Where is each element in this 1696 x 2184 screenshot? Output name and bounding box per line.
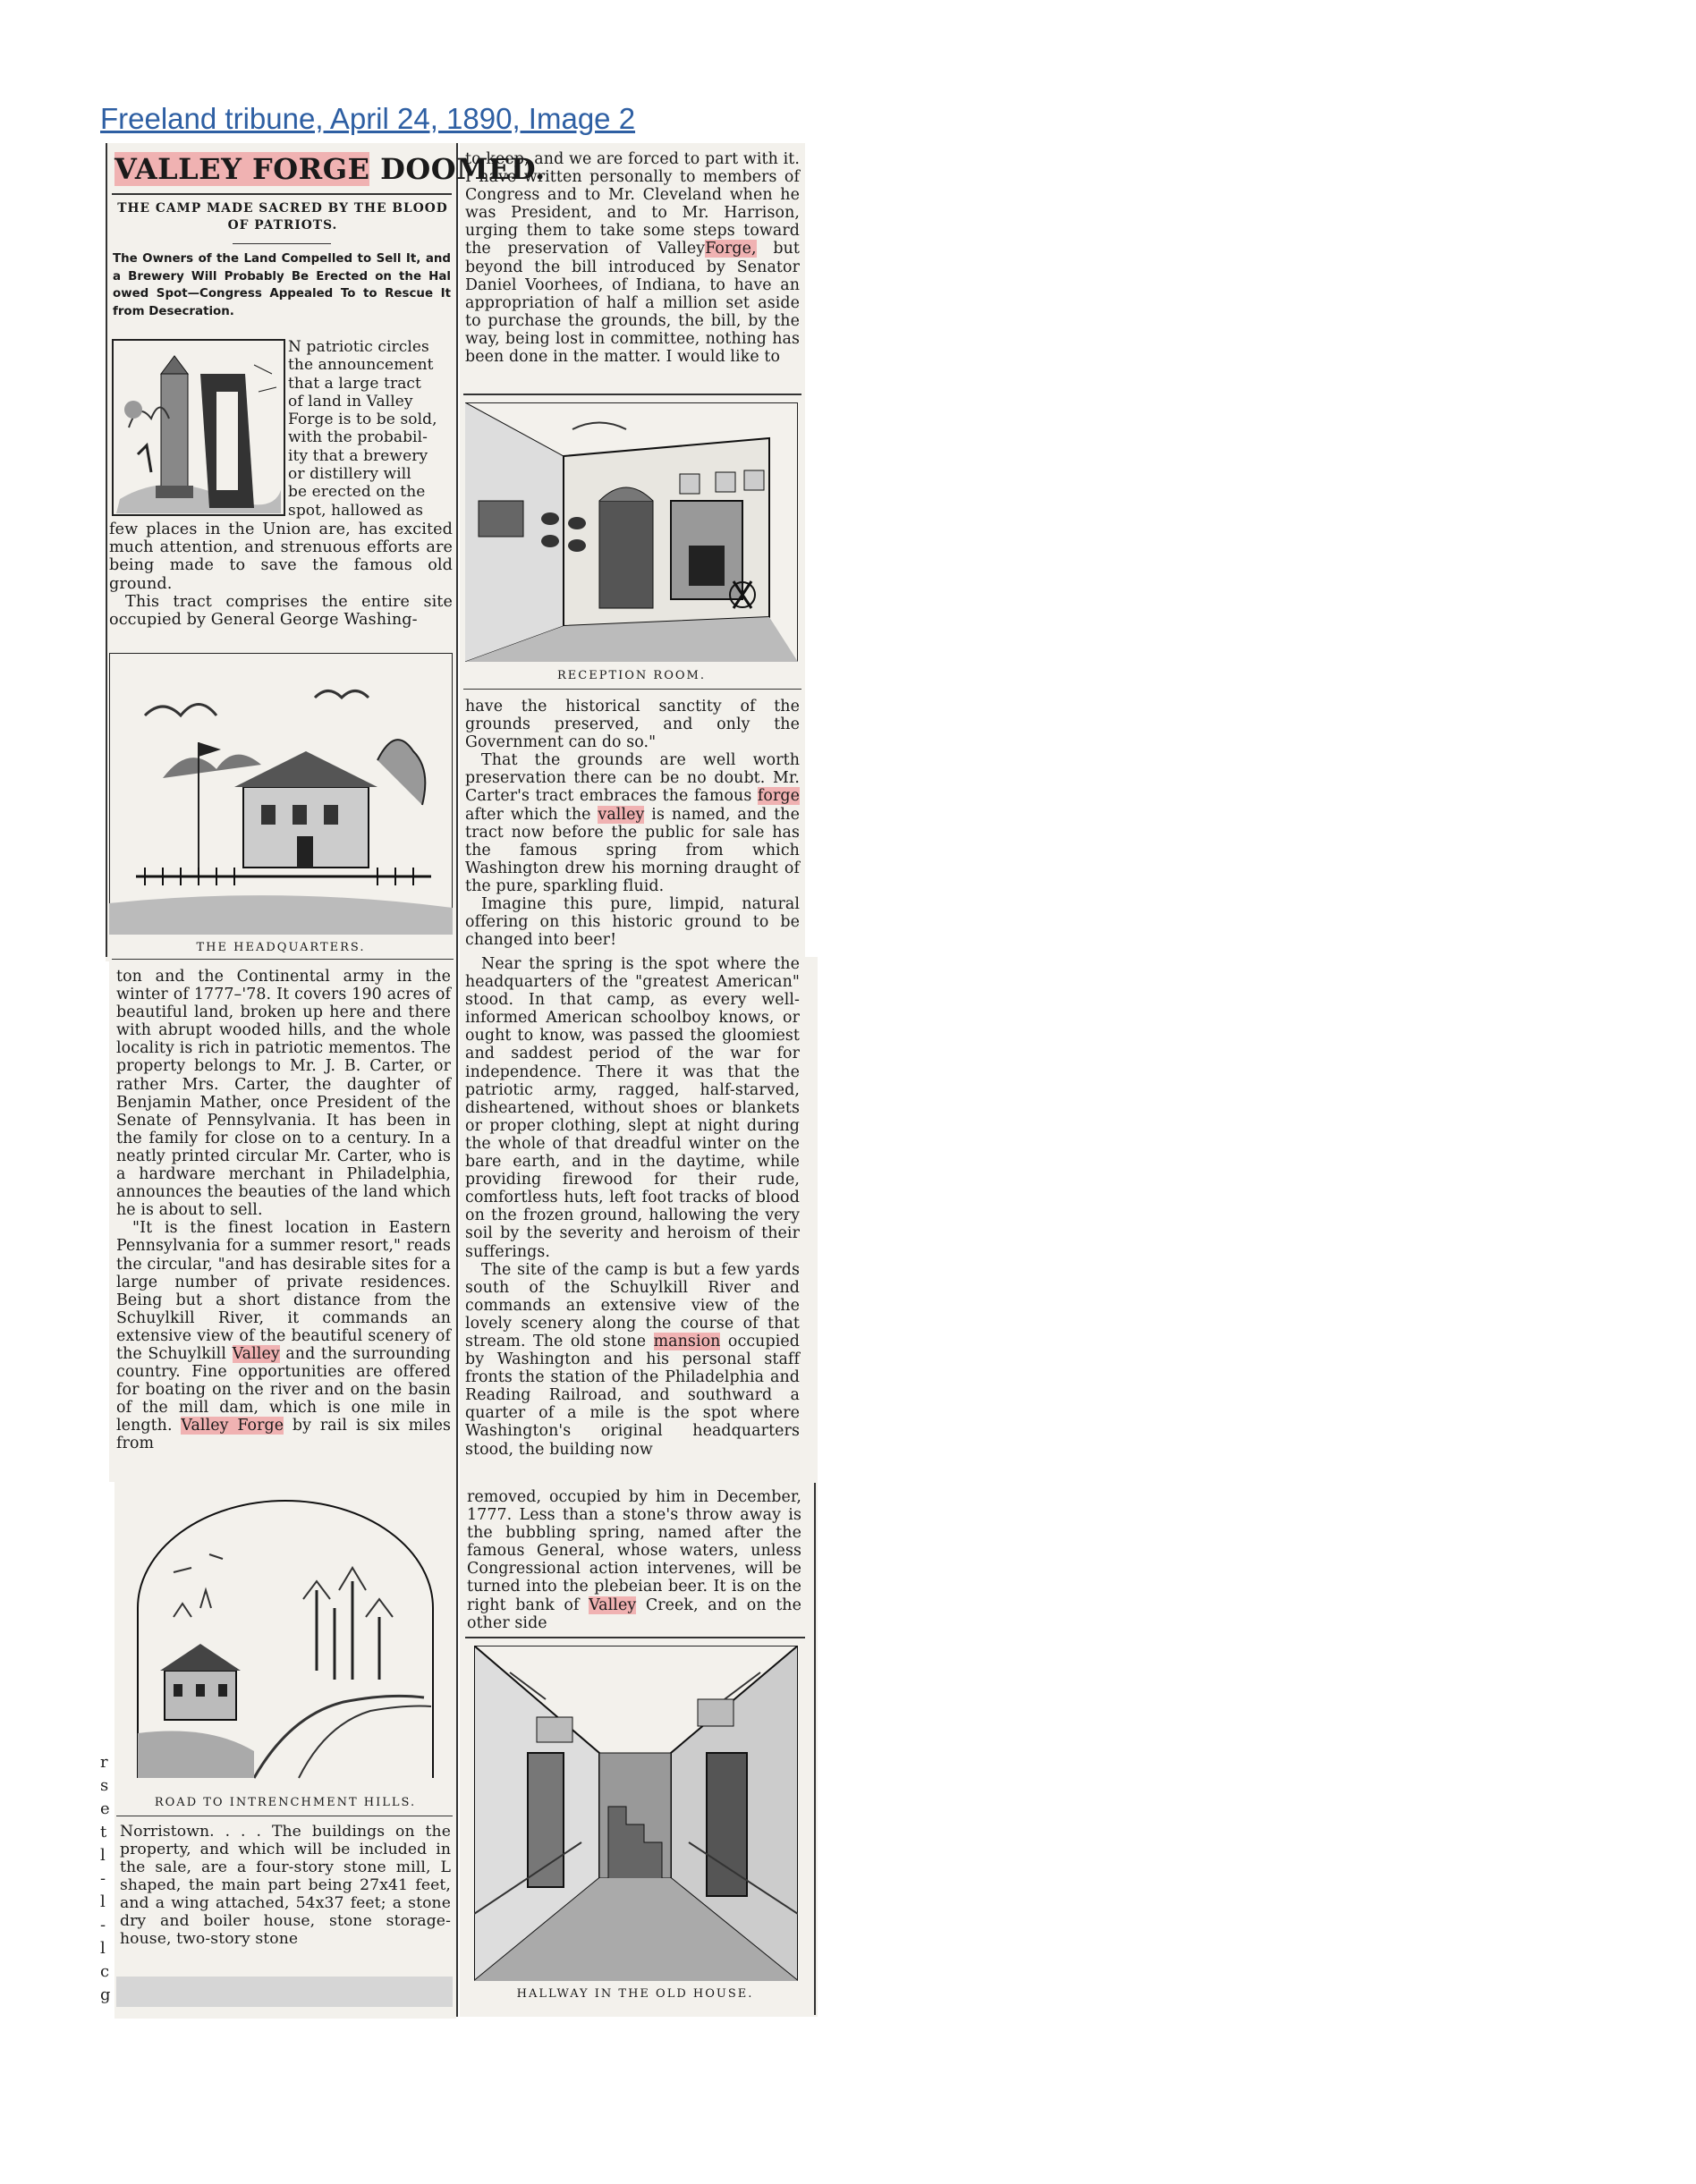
lead-line: N patriotic circles <box>288 338 429 356</box>
column-2-bottom-text <box>467 1488 801 1632</box>
column-2-top-text <box>465 150 800 366</box>
margin-mark: e <box>100 1799 110 1818</box>
lead-line: ity that a brewery <box>288 446 428 465</box>
lead-line: that a large tract <box>288 374 421 393</box>
highlight-valley-forge: Valley Forge <box>181 1417 284 1435</box>
camp-text-a: The site of the camp is but a few yards south of the Schuylkill River and commands an extensive view of the lovely scenery along the course of that stream. The old stone <box>465 1260 800 1350</box>
circular-text-b: and the surrounding country. Fine opportunities are offered for boating on the river and on the basin of the mill dam, which is one mile in length. <box>116 1344 451 1435</box>
column-2-lower-text <box>465 955 800 1459</box>
headquarters-house-illustration <box>109 653 453 935</box>
lead-tail-text: few places in the Union are, has excited much attention, and strenuous efforts are being made to save the famous old ground. <box>109 521 453 593</box>
preservation-text-a: That the grounds are well worth preservation there can be no doubt. Mr. Carter's tract embraces the famous <box>465 751 800 806</box>
column-1-bottom-text <box>120 1823 451 1948</box>
carter-paragraph: ton and the Continental army in the winter of 1777–'78. It covers 190 acres of beautiful land, broken up here and there with abrupt wooded hills, and the whole locality is rich in patriotic mementos. The property belongs to Mr. J. B. Carter, or rather Mrs. Carter, the daughter of Benjamin Mather, once President of the Senate of Pennsylvania. It has been in the family for close on to a century. In a neatly printed circular Mr. Carter, who is a hardware merchant in Philadelphia, announces the beauties of the land which he is about to sell. <box>116 968 451 1220</box>
margin-mark: r <box>100 1753 108 1772</box>
gray-bar <box>116 1977 453 2007</box>
newspaper-title-link[interactable]: Freeland tribune, April 24, 1890, Image 2 <box>100 102 636 135</box>
lead-line: of land in Valley <box>288 392 413 411</box>
margin-marks <box>100 1751 111 2007</box>
letter-paragraph <box>465 150 800 366</box>
lead-line: Forge is to be sold, <box>288 411 437 429</box>
caption-hallway: HALLWAY IN THE OLD HOUSE. <box>516 1987 754 2001</box>
highlight-valley: Valley <box>232 1344 280 1363</box>
headline <box>114 152 546 186</box>
imagine-paragraph: Imagine this pure, limpid, natural offering on this historic ground to be changed into beer! <box>465 895 800 950</box>
subhead-rule <box>233 243 331 244</box>
preservation-text-c: is named, and the tract now before the public for sale has the famous spring from which Washington drew his morning draught of the pure, sparkling fluid. <box>465 805 801 895</box>
creek-text-a: removed, occupied by him in December, 1777. Less than a stone's throw away is the bubbling spring, named after the famous General, whose waters, unless Congressional action intervenes, will be turned into the plebeian beer. It is on the right bank of <box>467 1488 801 1614</box>
left-border <box>106 143 107 957</box>
column-2-mid-text <box>465 698 800 949</box>
circular-paragraph <box>116 1219 451 1452</box>
margin-mark: l <box>100 1939 106 1958</box>
obelisk-monument-illustration <box>111 338 286 517</box>
margin-mark: g <box>100 1985 111 2004</box>
reception-room-illustration <box>465 402 798 662</box>
highlight-forge-lower: forge <box>757 787 800 806</box>
hallway-illustration <box>474 1646 798 1981</box>
camp-text-b: occupied by Washington and his personal staff fronts the station of the Philadelphia and Reading Railroad, and southward a quarter of a mile is the spot where Washington's original headquarters stood, the building now <box>465 1332 800 1459</box>
caption-rule <box>112 959 454 960</box>
circular-text-c: by rail is six miles from <box>116 1417 451 1453</box>
lead-line: the announcement <box>288 356 434 375</box>
deck: The Owners of the Land Compelled to Sell It, and a Brewery Will Probably Be Erected on the Hal owed Spot—Congress Appealed To to Rescue It from Desecration. <box>113 252 451 318</box>
lead-line: with the probabil- <box>288 428 428 447</box>
lead-line: be erected on the <box>288 483 426 502</box>
letter-text-b: but beyond the bill introduced by Senator Daniel Voorhees, of Indiana, to have an appropriation of half a million set aside to purchase the grounds, the bill, by the way, being lost in committee, nothing has been done in the matter. I would like to <box>465 240 801 367</box>
margin-mark: - <box>100 1869 106 1888</box>
norristown-paragraph: Norristown. . . . The buildings on the property, and which will be included in the sale, are a four-story stone mill, L shaped, the main part being 27x41 feet, and a wing attached, 54x37 feet; a stone dry and boiler house, stone storage-house, two-story stone <box>120 1823 451 1948</box>
subhead: THE CAMP MADE SACRED BY THE BLOOD OF PATRIOTS. <box>117 201 448 233</box>
column-1-mid-text <box>116 968 451 1453</box>
headline-rest: DOOMED. <box>369 152 546 186</box>
preservation-text-b: after which the <box>465 805 598 824</box>
lead-tail <box>109 521 453 629</box>
margin-mark: l <box>100 1892 106 1911</box>
hallway-top-rule <box>465 1637 805 1638</box>
headline-rule <box>112 193 452 195</box>
creek-paragraph <box>467 1488 801 1632</box>
highlight-mansion: mansion <box>653 1332 721 1350</box>
spring-paragraph: Near the spring is the spot where the headquarters of the "greatest American" stood. In that camp, as every well-informed American schoolboy knows, or ought to know, was passed the gloomiest and saddest period of the war for independence. There it was that the patriotic army, ragged, half-starved, disheartened, without shoes or blankets or proper clothing, slept at night during the whole of that dreadful winter on the bare earth, and in the daytime, while providing firewood for their rude, comfortless huts, left foot tracks of blood on the frozen ground, hallowing the very soil by the severity and heroism of their sufferings. <box>465 955 800 1261</box>
margin-mark: - <box>100 1916 106 1934</box>
lead-line: spot, hallowed as <box>288 501 424 520</box>
headline-highlight: VALLEY FORGE <box>114 152 370 186</box>
lead-line: or distillery will <box>288 465 411 484</box>
camp-site-paragraph <box>465 1261 800 1459</box>
circular-text-a: "It is the finest location in Eastern Pennsylvania for a summer resort," reads the circular, "and has desirable sites for a large number of private residences. Being but a short distance from the Schuylkill River, it commands an extensive view of the beautiful scenery of the Schuylkill <box>116 1219 451 1363</box>
preservation-paragraph <box>465 751 800 895</box>
caption-headquarters: THE HEADQUARTERS. <box>196 941 366 954</box>
margin-mark: t <box>100 1823 107 1841</box>
road-landscape-illustration <box>120 1492 451 1787</box>
right-border <box>814 1483 816 2015</box>
highlight-valley-creek: Valley <box>589 1596 637 1614</box>
highlight-valley-lower: valley <box>598 805 645 824</box>
creek-text-b: Creek, and on the other side <box>467 1596 801 1632</box>
letter-text-a: to keep, and we are forced to part with it. I have written personally to members of Congress and to Mr. Cleveland when he was President, and to Mr. Harrison, urging them to take some steps toward the preservation of Valley <box>465 150 800 258</box>
margin-mark: c <box>100 1962 110 1981</box>
tract-paragraph: This tract comprises the entire site occupied by General George Washing- <box>109 592 453 630</box>
highlight-forge: Forge, <box>705 240 757 258</box>
margin-mark: l <box>100 1846 106 1865</box>
lead-text-block <box>288 338 453 520</box>
reception-bottom-rule <box>463 689 801 690</box>
sanctity-paragraph: have the historical sanctity of the grounds preserved, and only the Government can do so." <box>465 698 800 752</box>
column-divider <box>456 143 458 2017</box>
caption-reception: RECEPTION ROOM. <box>557 669 706 682</box>
reception-top-rule <box>463 394 801 395</box>
margin-mark: s <box>100 1776 109 1795</box>
caption-road: ROAD TO INTRENCHMENT HILLS. <box>154 1796 417 1809</box>
